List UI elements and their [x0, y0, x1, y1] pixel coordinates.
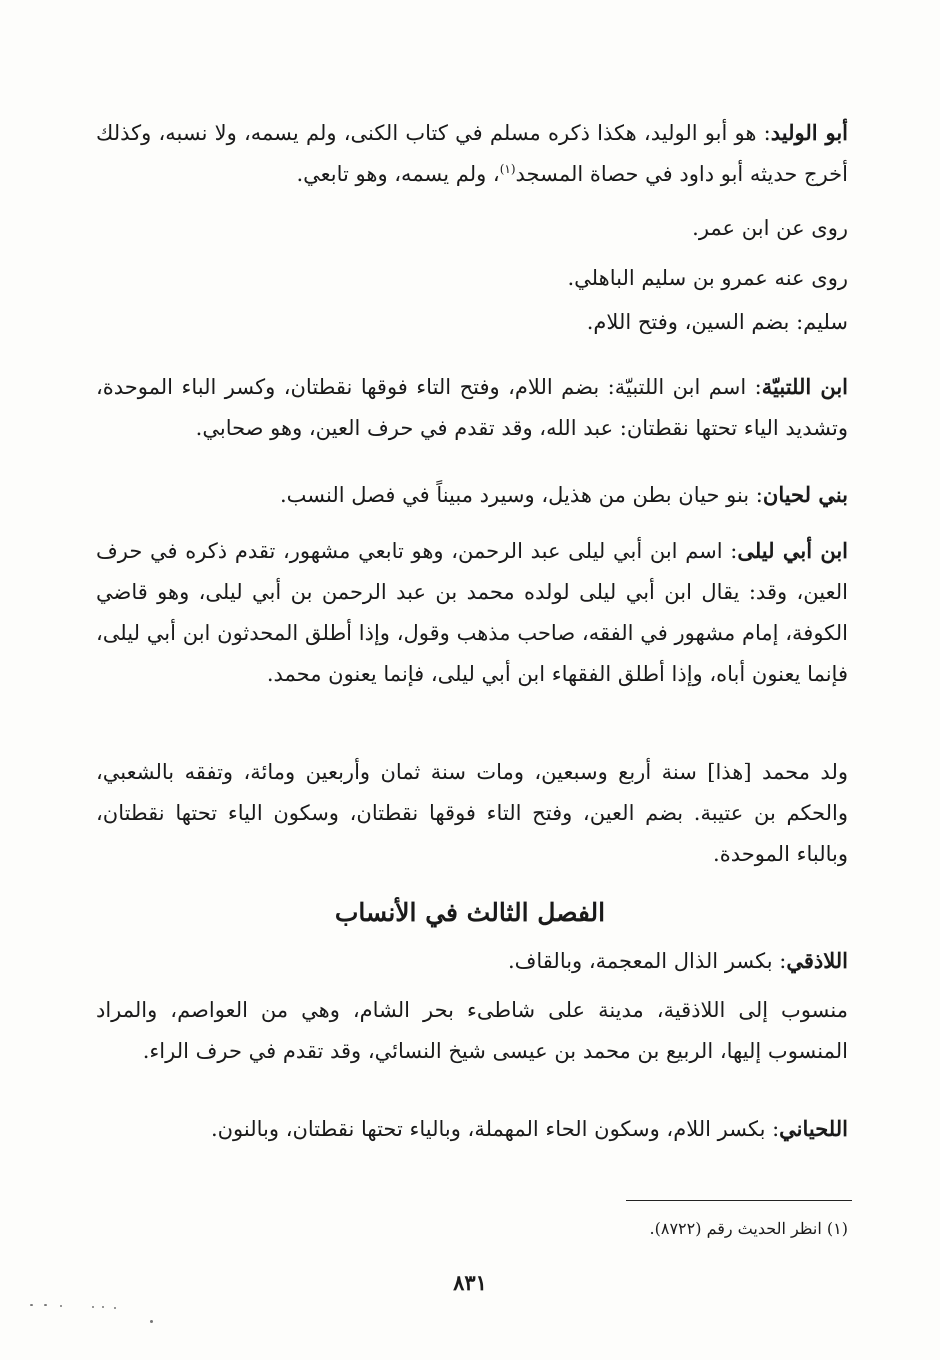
footnote-marker: (١) — [499, 162, 516, 176]
entry-bani-lihyan — [96, 474, 848, 516]
entry-text: : هو أبو الوليد، هكذا ذكره مسلم في كتاب الكنى، ولم يسمه، ولا نسبه، وكذلك أخرج حديثه أبو داود في حصاة المسجد — [96, 121, 848, 186]
entry-birth-paragraph: ولد محمد [هذا] سنة أربع وسبعين، ومات سنة ثمان وأربعين ومائة، وتفقه بالشعبي، والحكم بن عتيبة. بضم العين، وفتح التاء فوقها نقطتان، وسكون الياء تحتها نقطتان، وبالباء الموحدة. — [96, 760, 848, 866]
nisba-description: منسوب إلى اللاذقية، مدينة على شاطىء بحر الشام، وهي من العواصم، والمراد المنسوب إليها، الربيع بن محمد بن عيسى شيخ النسائي، وقد تقدم في حرف الراء. — [96, 998, 848, 1063]
footnote-divider — [626, 1200, 852, 1201]
entry-text: : اسم ابن أبي ليلى عبد الرحمن، وهو تابعي مشهور، تقدم ذكره في حرف العين، وقد: يقال ابن أبي ليلى لولده محمد بن عبد الرحمن بن أبي ليلى، وهو قاضي الكوفة، إمام مشهور في الفقه، صاحب مذهب وقول، وإذا أطلق المحدثون ابن أبي ليلى، فإنما يعنون أباه، وإذا أطلق الفقهاء ابن أبي ليلى، فإنما يعنون محمد. — [96, 539, 848, 686]
entry-al-ladhiqi — [96, 940, 848, 982]
entry-text: : بكسر اللام، وسكون الحاء المهملة، وبالياء تحتها نقطتان، وبالنون. — [210, 1117, 780, 1141]
entry-ibn-al-lutbiyya — [96, 366, 848, 449]
entry-abu-al-walid — [96, 112, 848, 195]
entry-term: أبو الوليد — [770, 120, 848, 145]
page-number: ٨٣١ — [453, 1270, 487, 1295]
entry-text: : بكسر الذال المعجمة، وبالقاف. — [507, 949, 787, 973]
scan-specks — [30, 1300, 170, 1330]
entry-text: : بنو حيان بطن من هذيل، وسيرد مبيناً في فصل النسب. — [280, 483, 763, 507]
entry-term: اللحياني — [779, 1116, 848, 1141]
section-heading: الفصل الثالث في الأنساب — [334, 898, 606, 927]
narration-line: روى عن ابن عمر. — [692, 216, 848, 240]
entry-term: ابن أبي ليلى — [737, 538, 848, 563]
entry-term: بني لحيان — [762, 482, 848, 507]
entry-term: اللاذقي — [786, 948, 848, 973]
footnote: (١) انظر الحديث رقم (٨٧٢٢). — [649, 1219, 848, 1238]
entry-al-lihyani — [96, 1108, 848, 1150]
narration-line: روى عنه عمرو بن سليم الباهلي. — [567, 266, 848, 290]
entry-text-continued: ، ولم يسمه، وهو تابعي. — [296, 162, 500, 186]
entry-ibn-abi-layla — [96, 530, 848, 695]
entry-text: : اسم ابن اللتبيّة: بضم اللام، وفتح التاء فوقها نقطتان، وكسر الباء الموحدة، وتشديد الياء تحتها نقطتان: عبد الله، وقد تقدم في حرف العين، وهو صحابي. — [96, 375, 848, 440]
pronunciation-note: سليم: بضم السين، وفتح اللام. — [586, 310, 848, 334]
entry-term: ابن اللتبيّة — [761, 374, 848, 399]
